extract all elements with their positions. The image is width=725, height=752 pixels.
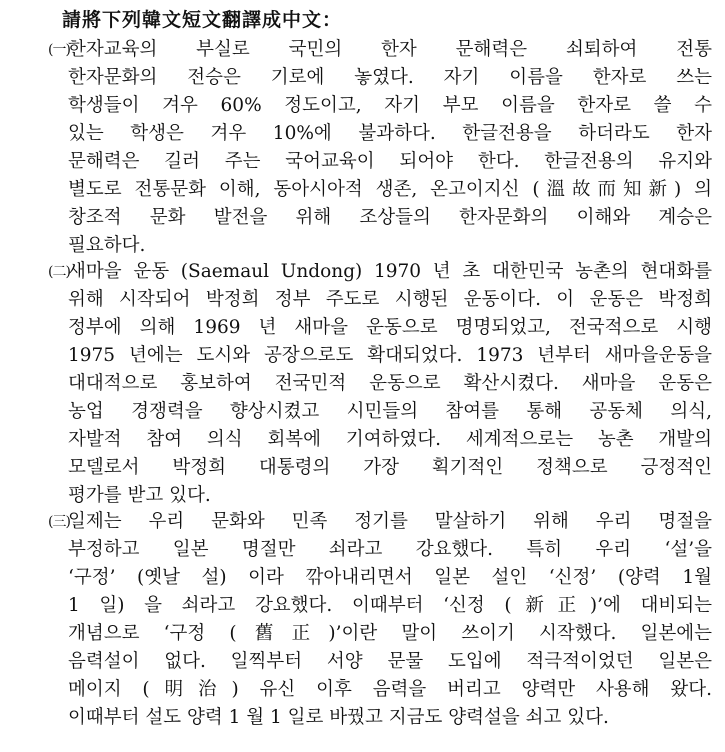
- paragraph-line: 대대적으로 홍보하여 전국민적 운동으로 확산시켰다. 새마을 운동은: [68, 373, 712, 394]
- paragraph-3: [48, 508, 712, 732]
- paragraph-line: 자발적 참여 의식 회복에 기여하였다. 세계적으로는 농촌 개발의: [68, 429, 712, 450]
- paragraph-line: 개념으로 ‘구정 (舊正)’이란 말이 쓰이기 시작했다. 일본에는: [68, 623, 712, 644]
- paragraph-marker: (一): [48, 42, 70, 58]
- paragraph-line: 정부에 의해 1969 년 새마을 운동으로 명명되었고, 전국적으로 시행: [68, 317, 712, 338]
- paragraph-line: 필요하다.: [68, 235, 146, 256]
- paragraph-line: (三)일제는 우리 문화와 민족 정기를 말살하기 위해 우리 명절을: [48, 508, 712, 536]
- paragraph-line: 문해력은 길러 주는 국어교육이 되어야 한다. 한글전용의 유지와: [68, 151, 712, 172]
- paragraph-line: 모델로서 박정희 대통령의 가장 획기적인 정책으로 긍정적인: [68, 457, 712, 478]
- paragraph-2: [48, 258, 712, 510]
- paragraph-line: 부정하고 일본 명절만 쇠라고 강요했다. 특히 우리 ‘설’을: [68, 539, 712, 560]
- instruction-heading: 請將下列韓文短文翻譯成中文：: [62, 9, 343, 31]
- paragraph-line: 이때부터 설도 양력 1 월 1 일로 바꿨고 지금도 양력설을 쇠고 있다.: [68, 707, 609, 728]
- paragraph-line: 한자문화의 전승은 기로에 놓였다. 자기 이름을 한자로 쓰는: [68, 67, 712, 88]
- paragraph-line: 1975 년에는 도시와 공장으로도 확대되었다. 1973 년부터 새마을운동을: [68, 345, 712, 366]
- paragraph-line: 음력설이 없다. 일찍부터 서양 문물 도입에 적극적이었던 일본은: [68, 651, 712, 672]
- paragraph-line: 창조적 문화 발전을 위해 조상들의 한자문화의 이해와 계승은: [68, 207, 712, 228]
- paragraph-line: 학생들이 겨우 60% 정도이고, 자기 부모 이름을 한자로 쓸 수: [68, 95, 712, 116]
- paragraph-line: 농업 경쟁력을 향상시켰고 시민들의 참여를 통해 공동체 의식,: [68, 401, 712, 422]
- paragraph-line: ‘구정’ (옛날 설) 이라 깎아내리면서 일본 설인 ‘신정’ (양력 1월: [68, 567, 712, 588]
- paragraph-line: (二)새마을 운동 (Saemaul Undong) 1970 년 초 대한민국 농촌의 현대화를: [48, 258, 712, 286]
- paragraph-line: 메이지 (明治) 유신 이후 음력을 버리고 양력만 사용해 왔다.: [68, 679, 712, 700]
- paragraph-line: (一)한자교육의 부실로 국민의 한자 문해력은 쇠퇴하여 전통: [48, 36, 712, 64]
- paragraph-1: [48, 36, 712, 260]
- paragraph-line: 평가를 받고 있다.: [68, 485, 211, 506]
- paragraph-line: 별도로 전통문화 이해, 동아시아적 생존, 온고이지신 (溫故而知新) 의: [68, 179, 712, 200]
- paragraph-line: 위해 시작되어 박정희 정부 주도로 시행된 운동이다. 이 운동은 박정희: [68, 289, 712, 310]
- paragraph-line: 1 일) 을 쇠라고 강요했다. 이때부터 ‘신정 (新正)’에 대비되는: [68, 595, 712, 616]
- paragraph-marker: (二): [48, 264, 70, 280]
- paragraph-line: 있는 학생은 겨우 10%에 불과하다. 한글전용을 하더라도 한자: [68, 123, 712, 144]
- paragraph-marker: (三): [48, 514, 70, 530]
